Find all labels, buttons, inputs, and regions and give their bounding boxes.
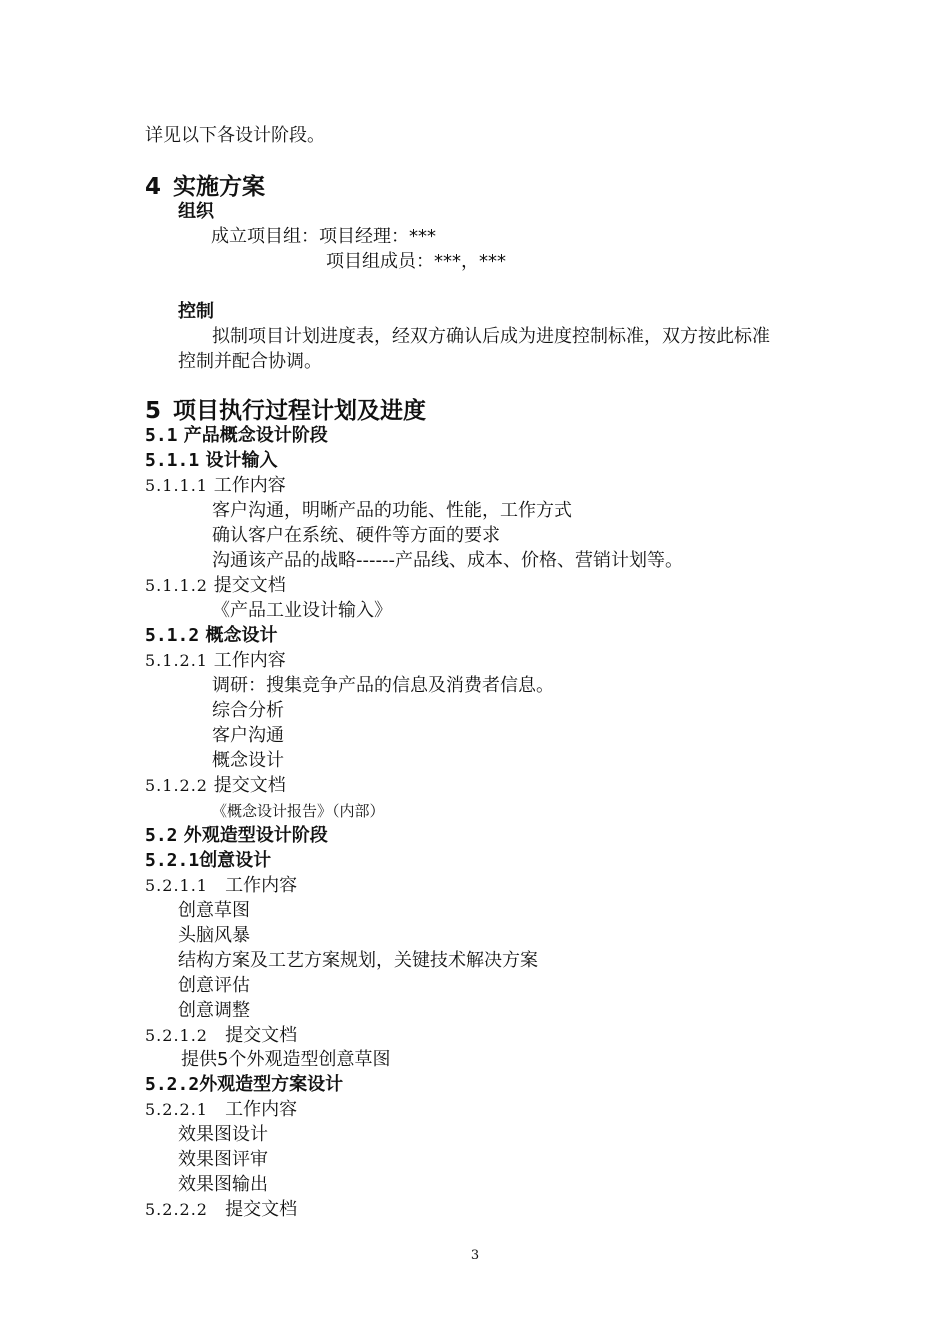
heading-5-1: [145, 424, 328, 448]
heading-title: 工作内容: [213, 475, 286, 496]
list-item: 《概念设计报告》（内部）: [212, 802, 385, 820]
list-item: 提供5个外观造型创意草图: [181, 1049, 391, 1070]
heading-5-2-1-1: [145, 874, 297, 898]
heading-number: 5.1: [145, 425, 178, 446]
list-item: 概念设计: [212, 750, 284, 771]
heading-5-1-1: [145, 449, 277, 473]
heading-title: 产品概念设计阶段: [183, 425, 328, 446]
heading-number: 5.1.1.2: [145, 576, 208, 595]
list-item: 沟通该产品的战略------产品线、成本、价格、营销计划等。: [212, 550, 683, 571]
section-4-heading: [145, 172, 265, 202]
heading-5-1-2-1: [145, 649, 286, 673]
heading-5-2-2-2: [145, 1198, 297, 1222]
heading-title: 工作内容: [225, 875, 298, 896]
heading-number: 5.1.1: [145, 450, 200, 471]
heading-5-2-1: [145, 849, 271, 873]
list-item: 效果图设计: [178, 1124, 268, 1145]
heading-number: 5.2.2.2: [145, 1200, 208, 1219]
heading-number: 5.1.2.1: [145, 651, 208, 670]
heading-number: 5.2.2.1: [145, 1100, 208, 1119]
list-item: 综合分析: [212, 700, 284, 721]
control-heading: 控制: [178, 301, 214, 322]
page-number: 3: [470, 1248, 480, 1263]
heading-5-2-1-2: [145, 1024, 297, 1048]
heading-title: 外观造型设计阶段: [183, 825, 328, 846]
control-line-1: 拟制项目计划进度表，经双方确认后成为进度控制标准，双方按此标准: [212, 326, 770, 347]
heading-number: 5.2.2: [145, 1074, 200, 1095]
heading-5-2-2: [145, 1073, 343, 1097]
list-item: 头脑风暴: [178, 925, 250, 946]
org-line-2: 项目组成员：***，***: [326, 251, 506, 272]
heading-title: 提交文档: [213, 575, 286, 596]
org-line-1: 成立项目组：项目经理：***: [211, 226, 436, 247]
heading-5-2-2-1: [145, 1098, 297, 1122]
section-title: 实施方案: [173, 174, 266, 200]
list-item: 创意草图: [178, 900, 250, 921]
heading-title: 概念设计: [205, 625, 278, 646]
org-heading: 组织: [178, 201, 214, 222]
heading-number: 5.2: [145, 825, 178, 846]
section-number: 4: [145, 174, 162, 200]
heading-number: 5.1.1.1: [145, 476, 208, 495]
intro-text: 详见以下各设计阶段。: [145, 125, 325, 146]
heading-number: 5.1.2.2: [145, 776, 208, 795]
list-item: 《产品工业设计输入》: [212, 600, 392, 621]
heading-5-1-1-2: [145, 574, 286, 598]
heading-title: 工作内容: [213, 650, 286, 671]
list-item: 结构方案及工艺方案规划，关键技术解决方案: [178, 950, 538, 971]
list-item: 效果图评审: [178, 1149, 268, 1170]
list-item: 确认客户在系统、硬件等方面的要求: [212, 525, 500, 546]
list-item: 效果图输出: [178, 1174, 268, 1195]
heading-title: 提交文档: [225, 1199, 298, 1220]
section-number: 5: [145, 398, 162, 424]
section-title: 项目执行过程计划及进度: [173, 398, 427, 424]
heading-5-2: [145, 824, 328, 848]
list-item: 创意调整: [178, 1000, 250, 1021]
heading-title: 设计输入: [205, 450, 278, 471]
heading-number: 5.1.2: [145, 625, 200, 646]
heading-title: 提交文档: [213, 775, 286, 796]
heading-5-1-2-2: [145, 774, 286, 798]
control-line-2: 控制并配合协调。: [178, 351, 322, 372]
heading-title: 外观造型方案设计: [199, 1074, 344, 1095]
list-item: 创意评估: [178, 975, 250, 996]
section-5-heading: [145, 396, 426, 426]
heading-title: 工作内容: [225, 1099, 298, 1120]
heading-number: 5.2.1: [145, 850, 200, 871]
heading-number: 5.2.1.1: [145, 876, 208, 895]
list-item: 客户沟通，明晰产品的功能、性能，工作方式: [212, 500, 572, 521]
heading-number: 5.2.1.2: [145, 1026, 208, 1045]
heading-title: 创意设计: [199, 850, 272, 871]
heading-5-1-2: [145, 624, 277, 648]
heading-5-1-1-1: [145, 474, 286, 498]
list-item: 调研：搜集竞争产品的信息及消费者信息。: [212, 675, 554, 696]
list-item: 客户沟通: [212, 725, 284, 746]
heading-title: 提交文档: [225, 1025, 298, 1046]
